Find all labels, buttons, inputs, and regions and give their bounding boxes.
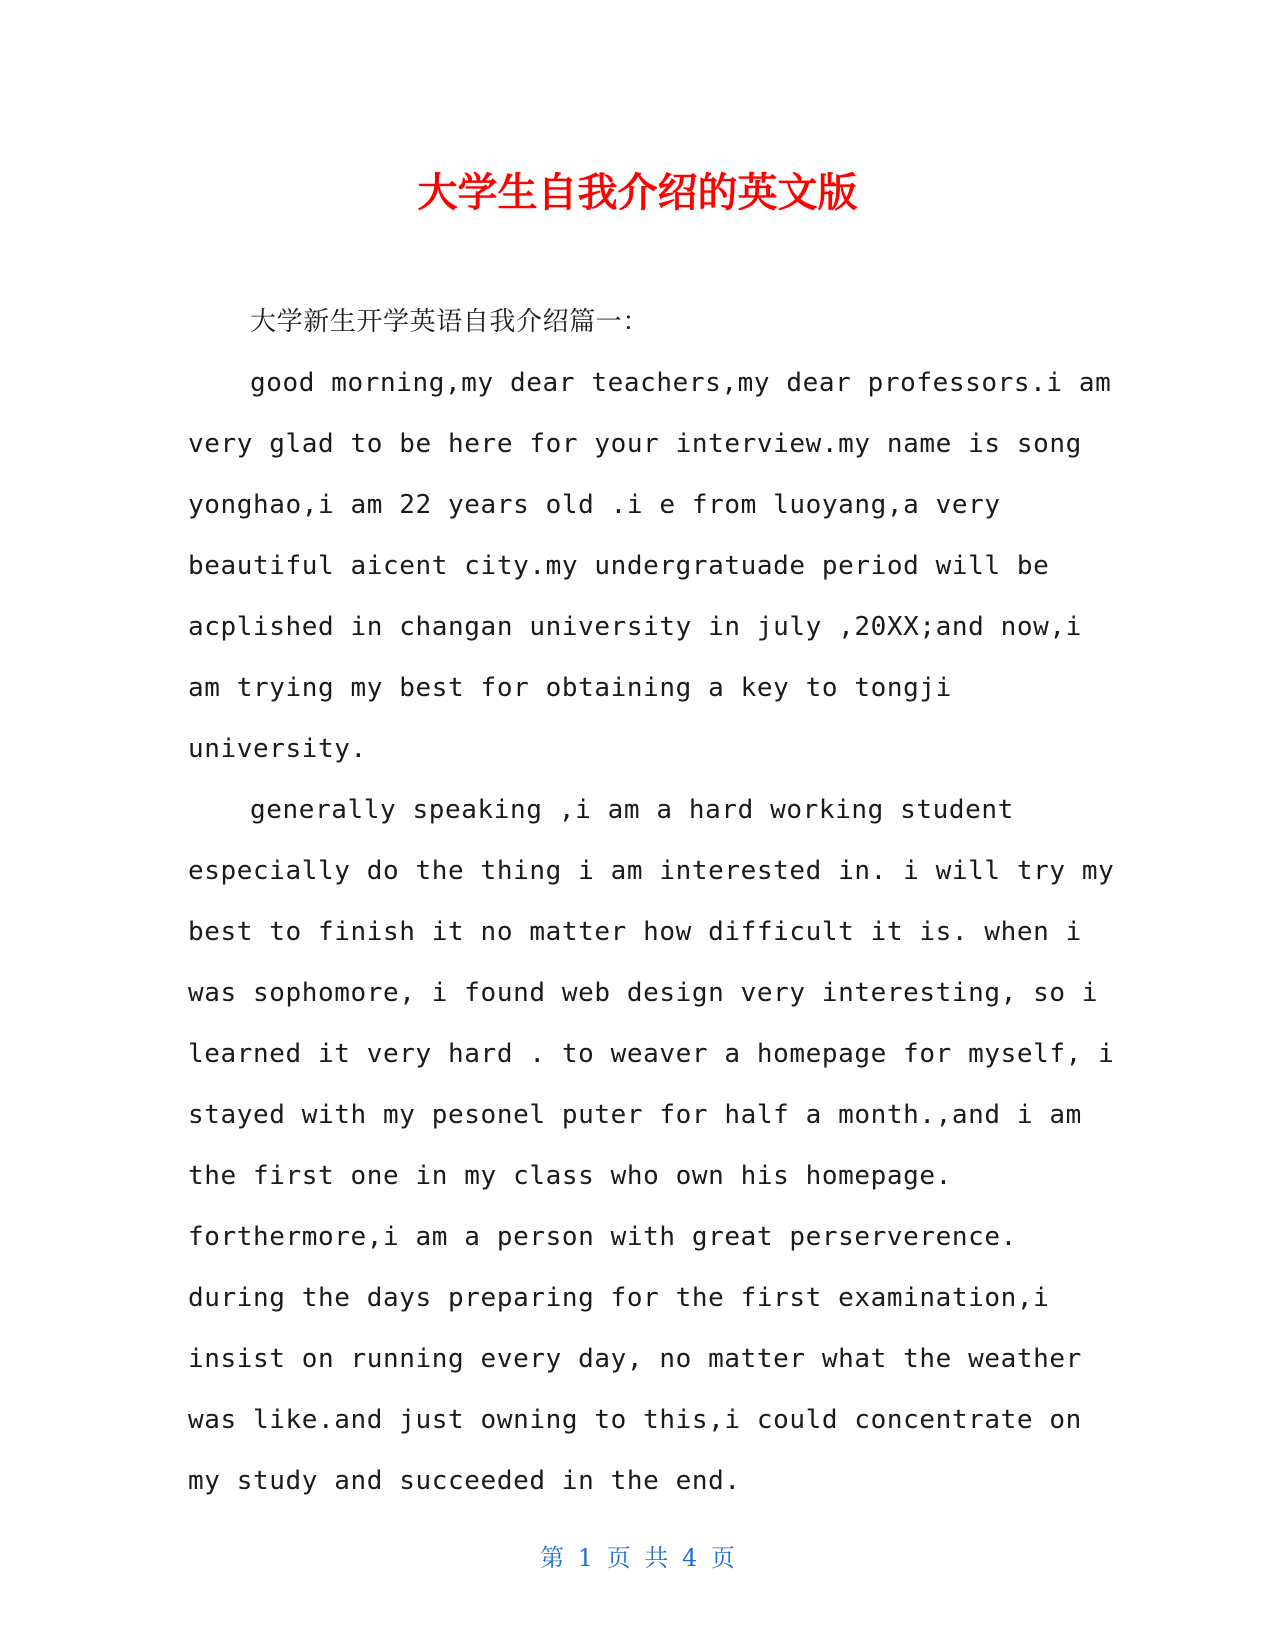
- paragraph-line: yonghao,i am 22 years old .i e from luoyang,a very: [188, 490, 1001, 520]
- paragraph-line: forthermore,i am a person with great perserverence.: [188, 1222, 1017, 1252]
- paragraph-line: acplished in changan university in july ,20XX;and now,i: [188, 612, 1082, 642]
- paragraph-1: [188, 353, 1112, 780]
- section-heading: 大学新生开学英语自我介绍篇一：: [250, 307, 650, 337]
- paragraph-line: my study and succeeded in the end.: [188, 1466, 741, 1496]
- paragraph-line: during the days preparing for the first examination,i: [188, 1283, 1050, 1313]
- paragraph-line: beautiful aicent city.my undergratuade period will be: [188, 551, 1050, 581]
- paragraph-line: generally speaking ,i am a hard working student: [250, 795, 1014, 825]
- document-title: 大学生自我介绍的英文版: [417, 170, 858, 216]
- paragraph-line: especially do the thing i am interested in. i will try my: [188, 856, 1115, 886]
- paragraph-line: learned it very hard . to weaver a homepage for myself, i: [188, 1039, 1115, 1069]
- paragraph-2: [188, 780, 1115, 1512]
- section-heading-paragraph: [188, 292, 1088, 353]
- page-number-footer: 第 1 页 共 4 页: [540, 1544, 735, 1572]
- paragraph-line: very glad to be here for your interview.my name is song: [188, 429, 1082, 459]
- paragraph-line: am trying my best for obtaining a key to tongji: [188, 673, 952, 703]
- paragraph-line: insist on running every day, no matter what the weather: [188, 1344, 1082, 1374]
- paragraph-line: best to finish it no matter how difficult it is. when i: [188, 917, 1082, 947]
- paragraph-line: stayed with my pesonel puter for half a month.,and i am: [188, 1100, 1082, 1130]
- paragraph-line: university.: [188, 734, 367, 764]
- paragraph-line: was like.and just owning to this,i could concentrate on: [188, 1405, 1082, 1435]
- document-body: [188, 292, 1115, 1512]
- paragraph-line: the first one in my class who own his homepage.: [188, 1161, 952, 1191]
- paragraph-line: good morning,my dear teachers,my dear professors.i am: [250, 368, 1112, 398]
- paragraph-line: was sophomore, i found web design very interesting, so i: [188, 978, 1099, 1008]
